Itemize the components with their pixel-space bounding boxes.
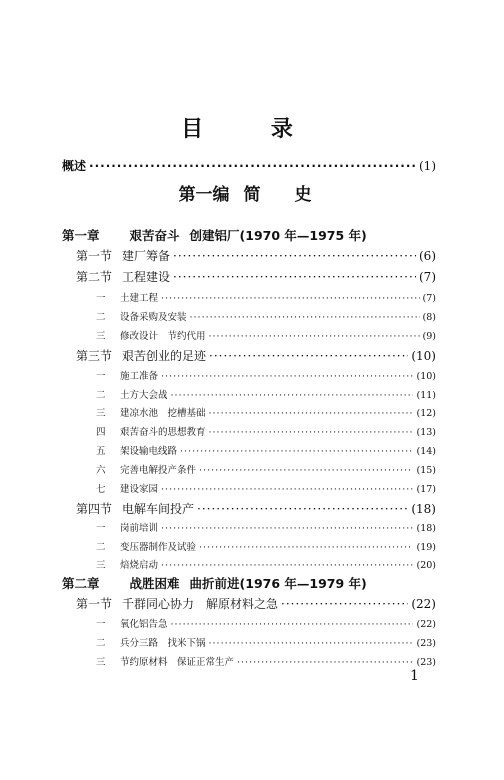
item-number: 四 [96, 427, 106, 438]
leader-dots [209, 349, 408, 363]
toc-item[interactable] [96, 635, 436, 649]
item-title: 修改设计 节约代用 [120, 331, 206, 342]
leader-dots [190, 312, 420, 323]
toc-page-number: (17) [416, 484, 436, 495]
section-number: 第四节 [76, 502, 113, 516]
toc-section-1-2[interactable] [76, 268, 436, 285]
item-title: 建凉水池 挖槽基础 [120, 408, 206, 419]
toc-chapter-2[interactable] [62, 574, 367, 592]
toc-page-number: (10) [416, 371, 436, 382]
toc-page-number: (14) [416, 446, 436, 457]
item-title: 土方大会战 [120, 390, 168, 401]
section-number: 第一节 [76, 597, 113, 611]
item-title: 节约原材料 保证正常生产 [120, 657, 235, 668]
item-number: 六 [96, 465, 106, 476]
item-number: 三 [96, 408, 106, 419]
toc-item[interactable] [96, 443, 436, 457]
toc-item[interactable] [96, 387, 436, 401]
toc-section-2-1[interactable] [76, 595, 436, 612]
toc-page-number: (23) [416, 638, 436, 649]
toc-page-number: (9) [422, 331, 436, 342]
leader-dots [209, 331, 420, 342]
item-number: 三 [96, 657, 106, 668]
toc-section-1-1[interactable] [76, 247, 436, 264]
leader-dots [171, 390, 414, 401]
toc-item[interactable] [96, 654, 436, 668]
item-number: 一 [96, 523, 106, 534]
leader-dots [173, 249, 416, 263]
section-title: 艰苦创业的足迹 [122, 349, 207, 363]
toc-page-number: (23) [416, 657, 436, 668]
leader-dots [161, 560, 413, 571]
page-folio: 1 [410, 668, 419, 684]
leader-dots [199, 542, 413, 553]
leader-dots [161, 484, 413, 495]
toc-page-number: (1) [419, 159, 436, 173]
item-title: 架设输电线路 [120, 446, 178, 457]
chapter-title-b: 创建铝厂(1970 年—1975 年) [189, 228, 367, 243]
item-title: 土建工程 [120, 293, 159, 304]
leader-dots [197, 502, 408, 516]
toc-entry-label: 概述 [62, 159, 87, 173]
part-title-text: 简 史 [243, 185, 326, 205]
toc-item[interactable] [96, 368, 436, 382]
section-number: 第三节 [76, 349, 113, 363]
leader-dots [89, 159, 416, 173]
toc-item[interactable] [96, 290, 436, 304]
item-number: 一 [96, 371, 106, 382]
item-title: 变压器制作及试验 [120, 542, 197, 553]
leader-dots [161, 523, 413, 534]
item-title: 完善电解投产条件 [120, 465, 197, 476]
toc-page-number: (7) [422, 293, 436, 304]
item-title: 建设家园 [120, 484, 159, 495]
leader-dots [180, 446, 413, 457]
toc-page-number: (7) [419, 270, 436, 284]
toc-item[interactable] [96, 520, 436, 534]
toc-item[interactable] [96, 539, 436, 553]
toc-item[interactable] [96, 616, 436, 630]
leader-dots [161, 293, 420, 304]
toc-page-number: (6) [419, 249, 436, 263]
item-number: 一 [96, 293, 106, 304]
item-title: 艰苦奋斗的思想教育 [120, 427, 206, 438]
toc-page-number: (18) [416, 523, 436, 534]
leader-dots [209, 427, 414, 438]
toc-item[interactable] [96, 424, 436, 438]
toc-page-number: (8) [422, 312, 436, 323]
leader-dots [173, 270, 416, 284]
item-title: 岗前培训 [120, 523, 159, 534]
toc-section-1-4[interactable] [76, 500, 436, 517]
toc-page-number: (22) [411, 597, 436, 611]
item-title: 氧化铝告急 [120, 619, 168, 630]
toc-item[interactable] [96, 405, 436, 419]
chapter-title-a: 艰苦奋斗 [129, 228, 180, 243]
item-title: 焙烧启动 [120, 560, 159, 571]
item-title: 设备采购及安装 [120, 312, 187, 323]
toc-entry-overview[interactable] [62, 157, 436, 174]
toc-page-number: (19) [416, 542, 436, 553]
section-title: 千群同心协力 解原材料之急 [122, 597, 279, 611]
leader-dots [209, 408, 414, 419]
leader-dots [199, 465, 413, 476]
toc-item[interactable] [96, 328, 436, 342]
leader-dots [171, 619, 414, 630]
item-number: 二 [96, 638, 106, 649]
toc-item[interactable] [96, 462, 436, 476]
part-number: 第一编 [178, 185, 230, 205]
toc-page-number: (18) [411, 502, 436, 516]
item-number: 二 [96, 390, 106, 401]
item-number: 七 [96, 484, 106, 495]
toc-page-number: (12) [416, 408, 436, 419]
toc-item[interactable] [96, 481, 436, 495]
item-number: 二 [96, 312, 106, 323]
leader-dots [161, 371, 413, 382]
toc-item[interactable] [96, 557, 436, 571]
leader-dots [237, 657, 413, 668]
page-title: 目 录 [181, 117, 323, 142]
section-title: 工程建设 [122, 270, 171, 284]
leader-dots [281, 597, 408, 611]
item-title: 施工准备 [120, 371, 159, 382]
section-number: 第一节 [76, 249, 113, 263]
chapter-title-b: 曲折前进(1976 年—1979 年) [189, 576, 367, 591]
toc-page-number: (20) [416, 560, 436, 571]
chapter-title-a: 战胜困难 [129, 576, 180, 591]
section-title: 电解车间投产 [122, 502, 195, 516]
item-number: 三 [96, 331, 106, 342]
chapter-number: 第二章 [62, 576, 100, 591]
toc-page-number: (15) [416, 465, 436, 476]
chapter-number: 第一章 [62, 228, 100, 243]
item-number: 二 [96, 542, 106, 553]
item-number: 三 [96, 560, 106, 571]
toc-page-number: (22) [416, 619, 436, 630]
item-title: 兵分三路 找米下锅 [120, 638, 206, 649]
section-title: 建厂筹备 [122, 249, 171, 263]
leader-dots [209, 638, 414, 649]
toc-page-number: (11) [416, 390, 436, 401]
part-heading [0, 180, 504, 205]
item-number: 五 [96, 446, 106, 457]
toc-chapter-1[interactable] [62, 226, 367, 244]
item-number: 一 [96, 619, 106, 630]
toc-page-number: (13) [416, 427, 436, 438]
toc-section-1-3[interactable] [76, 347, 436, 364]
section-number: 第二节 [76, 270, 113, 284]
toc-item[interactable] [96, 309, 436, 323]
toc-page-number: (10) [411, 349, 436, 363]
